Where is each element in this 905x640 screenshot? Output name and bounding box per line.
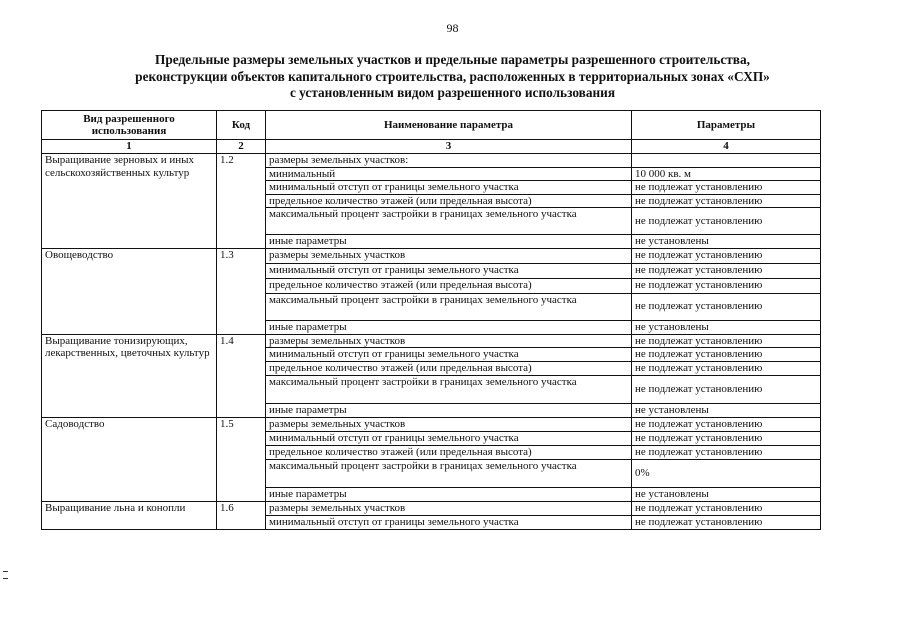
parameter-value-cell: не установлены <box>632 488 821 502</box>
parameter-value-cell: не подлежат установлению <box>632 293 821 320</box>
parameter-value-cell: не подлежат установлению <box>632 516 821 530</box>
code-cell: 1.6 <box>217 502 266 530</box>
table-body <box>42 154 821 530</box>
parameter-name-cell: иные параметры <box>266 404 632 418</box>
column-number-1: 1 <box>42 140 217 154</box>
parameter-value-cell: 0% <box>632 460 821 488</box>
table-row <box>42 334 821 348</box>
parameter-name-cell: максимальный процент застройки в границах земельного участка <box>266 208 632 235</box>
parameter-name-cell: предельное количество этажей (или предельная высота) <box>266 362 632 376</box>
parameter-value-cell: 10 000 кв. м <box>632 167 821 181</box>
parameter-name-cell: предельное количество этажей (или предельная высота) <box>266 446 632 460</box>
use-type-cell: Овощеводство <box>42 248 217 334</box>
parameter-value-cell: не подлежат установлению <box>632 194 821 208</box>
parameter-name-cell: максимальный процент застройки в границах земельного участка <box>266 460 632 488</box>
parameter-value-cell: не установлены <box>632 320 821 334</box>
parameter-value-cell: не установлены <box>632 404 821 418</box>
parameter-name-cell: размеры земельных участков <box>266 248 632 263</box>
parameter-value-cell: не подлежат установлению <box>632 446 821 460</box>
parameter-name-cell: максимальный процент застройки в границах земельного участка <box>266 376 632 404</box>
parameter-name-cell: минимальный <box>266 167 632 181</box>
code-cell: 1.2 <box>217 154 266 249</box>
parameter-name-cell: минимальный отступ от границы земельного участка <box>266 516 632 530</box>
parameter-value-cell: не подлежат установлению <box>632 362 821 376</box>
column-number-4: 4 <box>632 140 821 154</box>
table-row <box>42 154 821 168</box>
parameter-value-cell <box>632 154 821 168</box>
use-type-cell: Выращивание зерновых и иных сельскохозяйственных культур <box>42 154 217 249</box>
page-number: 98 <box>446 21 459 35</box>
margin-mark <box>3 578 8 579</box>
parameter-value-cell: не подлежат установлению <box>632 432 821 446</box>
use-type-cell: Садоводство <box>42 418 217 502</box>
parameter-value-cell: не подлежат установлению <box>632 263 821 278</box>
parameter-value-cell: не подлежат установлению <box>632 208 821 235</box>
parameter-value-cell: не подлежат установлению <box>632 376 821 404</box>
parameter-name-cell: иные параметры <box>266 235 632 249</box>
parameter-name-cell: минимальный отступ от границы земельного участка <box>266 432 632 446</box>
table-row <box>42 502 821 516</box>
parameter-name-cell: иные параметры <box>266 488 632 502</box>
parameter-name-cell: минимальный отступ от границы земельного участка <box>266 348 632 362</box>
code-cell: 1.3 <box>217 248 266 334</box>
parameter-value-cell: не подлежат установлению <box>632 181 821 195</box>
parameter-value-cell: не подлежат установлению <box>632 502 821 516</box>
header-use-type: Вид разрешенного использования <box>42 111 217 140</box>
document-title <box>60 52 845 102</box>
code-cell: 1.5 <box>217 418 266 502</box>
parameter-name-cell: предельное количество этажей (или предельная высота) <box>266 278 632 293</box>
parameter-name-cell: предельное количество этажей (или предельная высота) <box>266 194 632 208</box>
parameter-name-cell: размеры земельных участков <box>266 418 632 432</box>
parameters-table <box>41 110 821 530</box>
header-parameter-name: Наименование параметра <box>266 111 632 140</box>
header-parameters: Параметры <box>632 111 821 140</box>
parameter-name-cell: размеры земельных участков <box>266 502 632 516</box>
parameter-value-cell: не подлежат установлению <box>632 334 821 348</box>
table-row <box>42 248 821 263</box>
column-number-2: 2 <box>217 140 266 154</box>
title-line-1: Предельные размеры земельных участков и предельные параметры разрешенного строительства, <box>155 52 750 67</box>
parameter-value-cell: не подлежат установлению <box>632 278 821 293</box>
parameter-value-cell: не подлежат установлению <box>632 248 821 263</box>
margin-mark <box>3 571 8 572</box>
header-code: Код <box>217 111 266 140</box>
parameter-name-cell: минимальный отступ от границы земельного участка <box>266 263 632 278</box>
parameter-name-cell: иные параметры <box>266 320 632 334</box>
use-type-cell: Выращивание льна и конопли <box>42 502 217 530</box>
parameter-name-cell: размеры земельных участков <box>266 334 632 348</box>
code-cell: 1.4 <box>217 334 266 418</box>
table-row <box>42 418 821 432</box>
use-type-cell: Выращивание тонизирующих, лекарственных, цветочных культур <box>42 334 217 418</box>
parameter-value-cell: не подлежат установлению <box>632 418 821 432</box>
parameter-value-cell: не подлежат установлению <box>632 348 821 362</box>
parameter-name-cell: размеры земельных участков: <box>266 154 632 168</box>
column-number-3: 3 <box>266 140 632 154</box>
title-line-2: реконструкции объектов капитального строительства, расположенных в территориальных зонах «СХП» <box>135 68 770 84</box>
title-line-3: с установленным видом разрешенного использования <box>289 85 616 100</box>
parameter-value-cell: не установлены <box>632 235 821 249</box>
parameter-name-cell: максимальный процент застройки в границах земельного участка <box>266 293 632 320</box>
parameter-name-cell: минимальный отступ от границы земельного участка <box>266 181 632 195</box>
